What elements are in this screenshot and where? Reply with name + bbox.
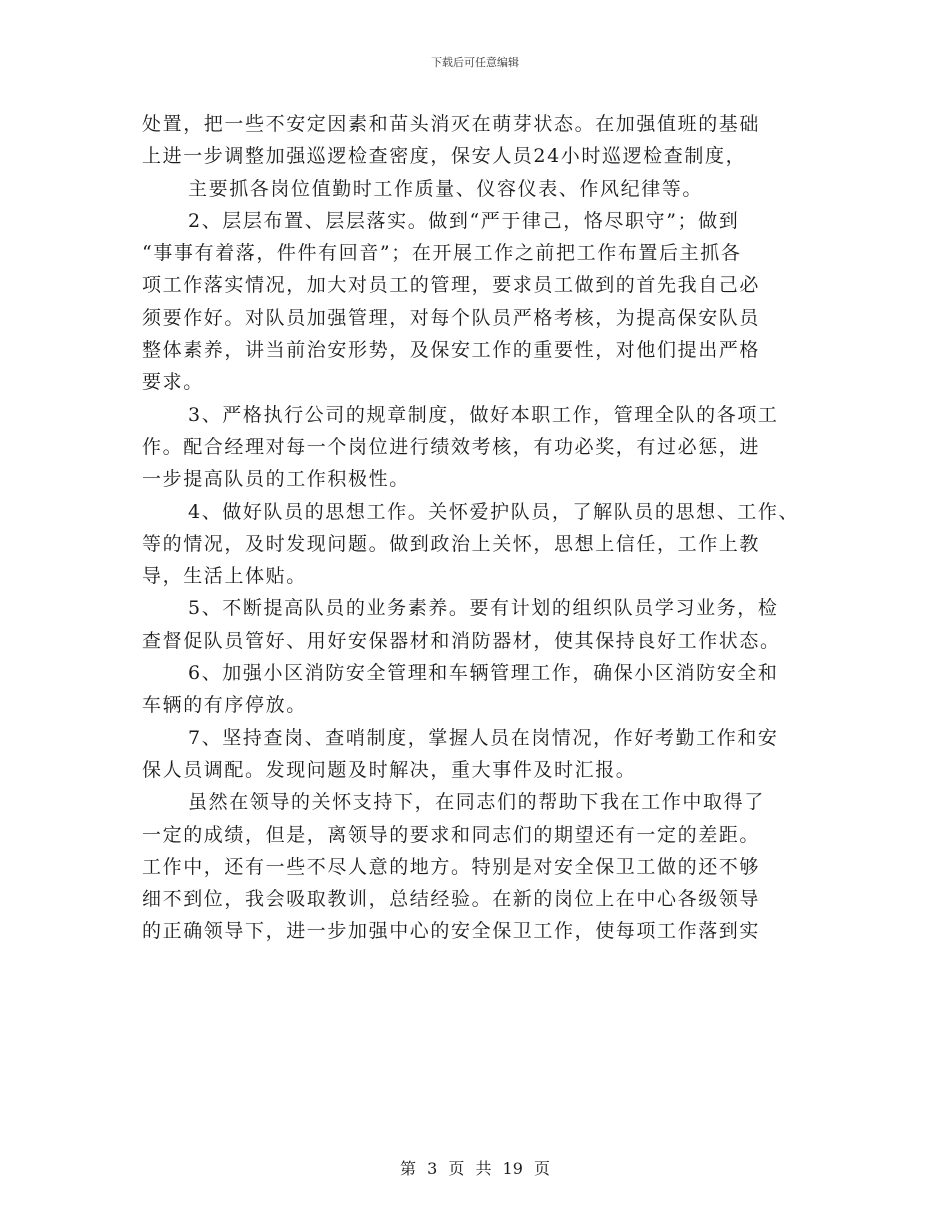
page-number: 第 3 页 共 19 页 — [400, 1159, 550, 1178]
text-line: 2、层层布置、层层落实。做到“严于律己，恪尽职守”；做到 — [188, 209, 740, 232]
text-line: 主要抓各岗位值勤时工作质量、仪容仪表、作风纪律等。 — [188, 177, 704, 200]
text-line: 作。配合经理对每一个岗位进行绩效考核，有功必奖，有过必惩，进 — [142, 435, 761, 458]
text-line: 须要作好。对队员加强管理，对每个队员严格考核，为提高保安队员 — [142, 306, 761, 329]
text-line: 虽然在领导的关怀支持下，在同志们的帮助下我在工作中取得了 — [188, 791, 765, 814]
text-line: 一步提高队员的工作积极性。 — [142, 468, 410, 491]
document-body — [142, 108, 814, 948]
text-line: 工作中，还有一些不尽人意的地方。特别是对安全保卫工做的还不够 — [142, 855, 761, 878]
text-line: 导，生活上体贴。 — [142, 565, 307, 588]
page-header: 下载后可任意编辑 — [431, 56, 519, 69]
text-line: 整体素养，讲当前治安形势，及保安工作的重要性，对他们提出严格 — [142, 339, 761, 362]
text-line: 7、坚持查岗、查哨制度，掌握人员在岗情况，作好考勤工作和安 — [188, 726, 779, 749]
text-line: “事事有着落，件件有回音”；在开展工作之前把工作布置后主抓各 — [142, 242, 742, 265]
text-line: 等的情况，及时发现问题。做到政治上关怀，思想上信任，工作上教 — [142, 532, 761, 555]
text-line: 的正确领导下，进一步加强中心的安全保卫工作，使每项工作落到实 — [142, 920, 761, 943]
text-line: 查督促队员管好、用好安保器材和消防器材，使其保持良好工作状态。 — [142, 629, 781, 652]
text-line: 项工作落实情况，加大对员工的管理，要求员工做到的首先我自己必 — [142, 274, 761, 297]
text-line: 3、严格执行公司的规章制度，做好本职工作，管理全队的各项工 — [188, 403, 779, 426]
text-line: 上进一步调整加强巡逻检查密度，保安人员24小时巡逻检查制度， — [142, 145, 747, 168]
text-line: 4、做好队员的思想工作。关怀爱护队员，了解队员的思想、工作、 — [188, 500, 800, 523]
text-line: 一定的成绩，但是，离领导的要求和同志们的期望还有一定的差距。 — [142, 823, 761, 846]
text-line: 要求。 — [142, 371, 204, 394]
text-line: 6、加强小区消防安全管理和车辆管理工作，确保小区消防安全和 — [188, 662, 779, 685]
text-line: 车辆的有序停放。 — [142, 694, 307, 717]
text-line: 5、不断提高队员的业务素养。要有计划的组织队员学习业务，检 — [188, 597, 779, 620]
text-line: 细不到位，我会吸取教训，总结经验。在新的岗位上在中心各级领导 — [142, 888, 761, 911]
text-line: 保人员调配。发现问题及时解决，重大事件及时汇报。 — [142, 758, 637, 781]
text-line: 处置，把一些不安定因素和苗头消灭在萌芽状态。在加强值班的基础 — [142, 113, 761, 135]
